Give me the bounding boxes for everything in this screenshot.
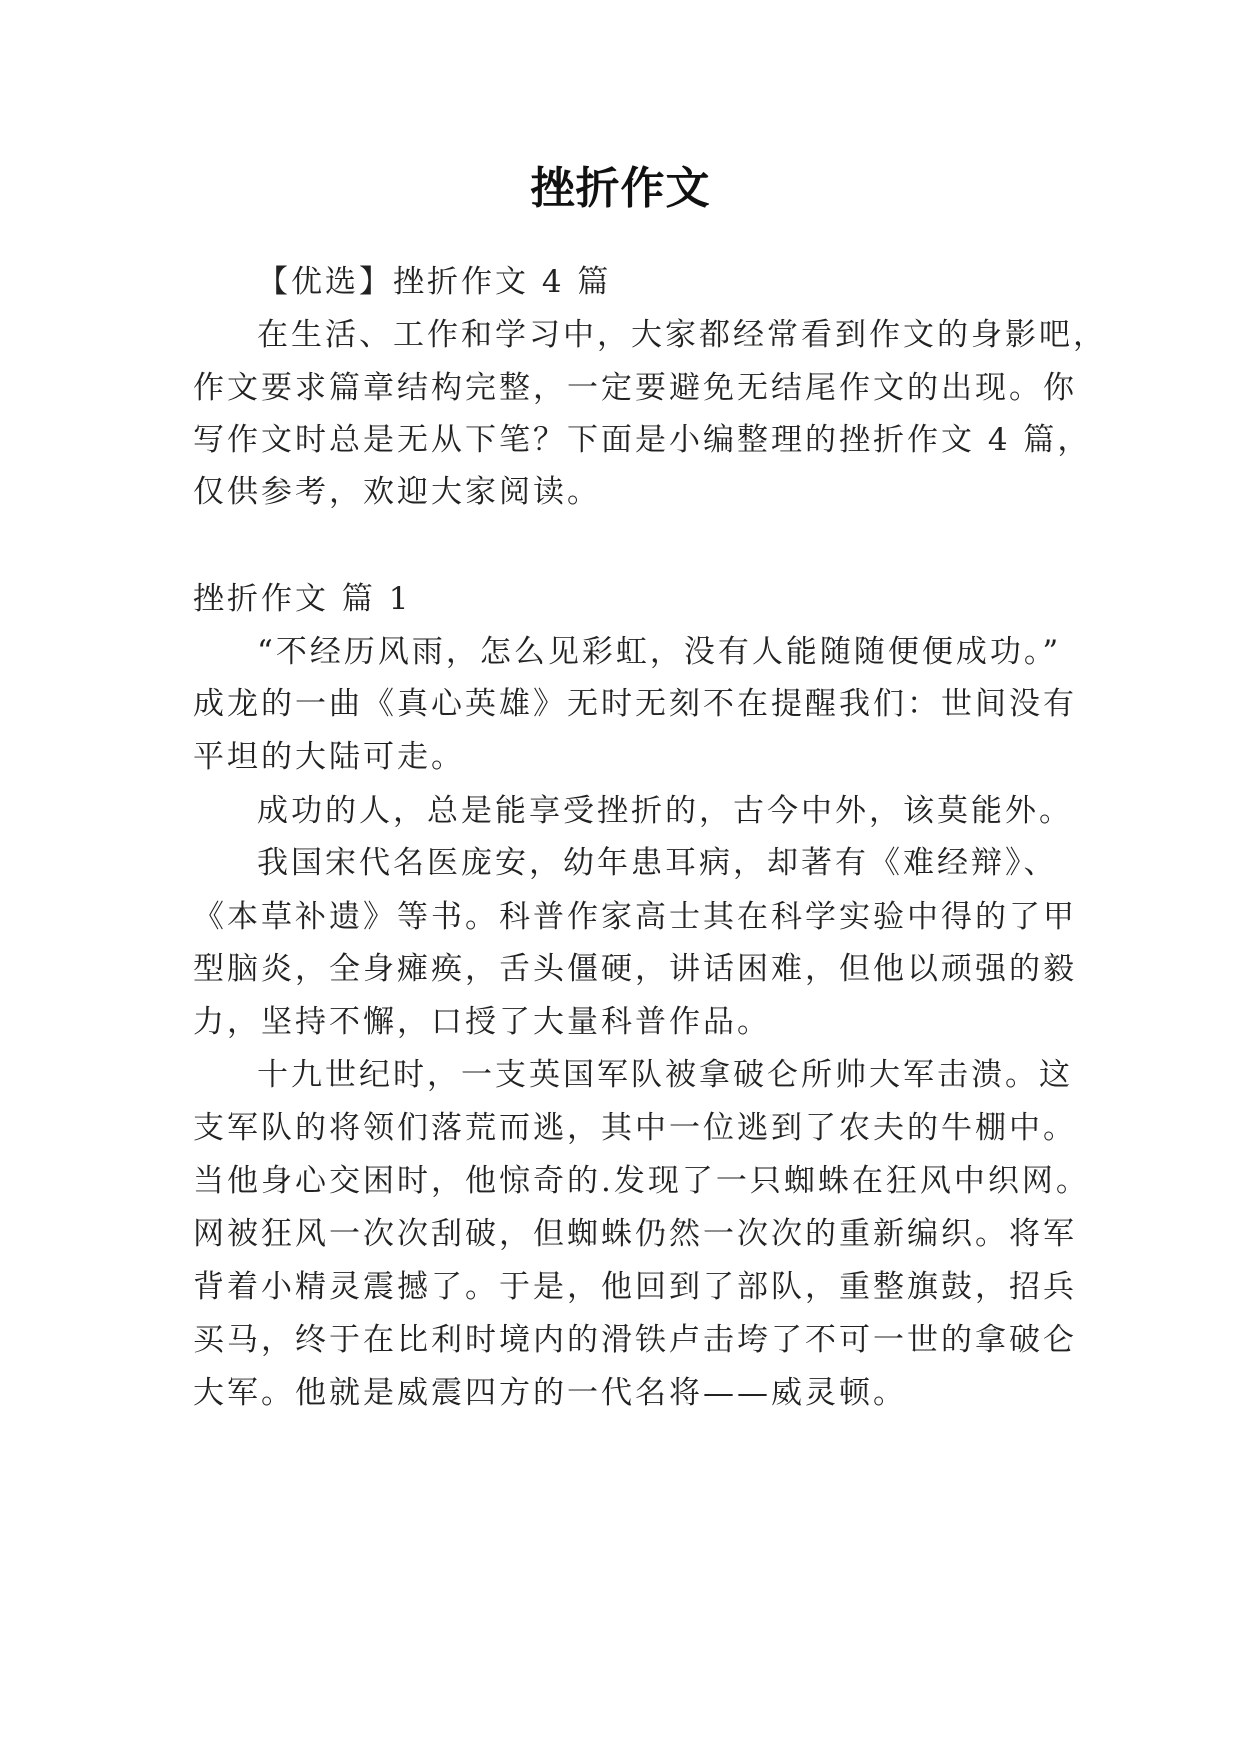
body-line: 当他身心交困时，他惊奇的.发现了一只蜘蛛在狂风中织网。 <box>193 1163 1090 1199</box>
body-line: 背着小精灵震撼了。于是，他回到了部队，重整旗鼓，招兵 <box>193 1269 1077 1305</box>
body-line: 大军。他就是威震四方的一代名将——威灵顿。 <box>193 1375 907 1411</box>
document-subtitle: 【优选】挫折作文 4 篇 <box>257 264 612 300</box>
body-line: “不经历风雨，怎么见彩虹，没有人能随随便便成功。” <box>257 634 1062 670</box>
intro-line: 仅供参考，欢迎大家阅读。 <box>193 474 601 510</box>
body-line: 平坦的大陆可走。 <box>193 739 465 775</box>
body-line: 《本草补遗》等书。科普作家高士其在科学实验中得的了甲 <box>193 899 1077 935</box>
body-line: 成龙的一曲《真心英雄》无时无刻不在提醒我们：世间没有 <box>193 686 1077 722</box>
body-line: 支军队的将领们落荒而逃，其中一位逃到了农夫的牛棚中。 <box>193 1110 1077 1146</box>
body-line: 十九世纪时，一支英国军队被拿破仑所帅大军击溃。这 <box>257 1057 1073 1093</box>
intro-line: 在生活、工作和学习中，大家都经常看到作文的身影吧， <box>257 317 1107 353</box>
intro-line: 写作文时总是无从下笔？下面是小编整理的挫折作文 4 篇， <box>193 422 1092 458</box>
section-heading: 挫折作文 篇 1 <box>193 581 412 617</box>
body-line: 型脑炎，全身瘫痪，舌头僵硬，讲话困难，但他以顽强的毅 <box>193 951 1077 987</box>
body-line: 我国宋代名医庞安，幼年患耳病，却著有《难经辩》、 <box>257 845 1058 881</box>
body-line: 网被狂风一次次刮破，但蜘蛛仍然一次次的重新编织。将军 <box>193 1216 1077 1252</box>
body-line: 力，坚持不懈，口授了大量科普作品。 <box>193 1004 771 1040</box>
document-title: 挫折作文 <box>530 163 711 214</box>
intro-line: 作文要求篇章结构完整，一定要避免无结尾作文的出现。你 <box>193 370 1077 406</box>
body-line: 成功的人，总是能享受挫折的，古今中外，该莫能外。 <box>257 793 1073 829</box>
body-line: 买马，终于在比利时境内的滑铁卢击垮了不可一世的拿破仑 <box>193 1322 1077 1358</box>
